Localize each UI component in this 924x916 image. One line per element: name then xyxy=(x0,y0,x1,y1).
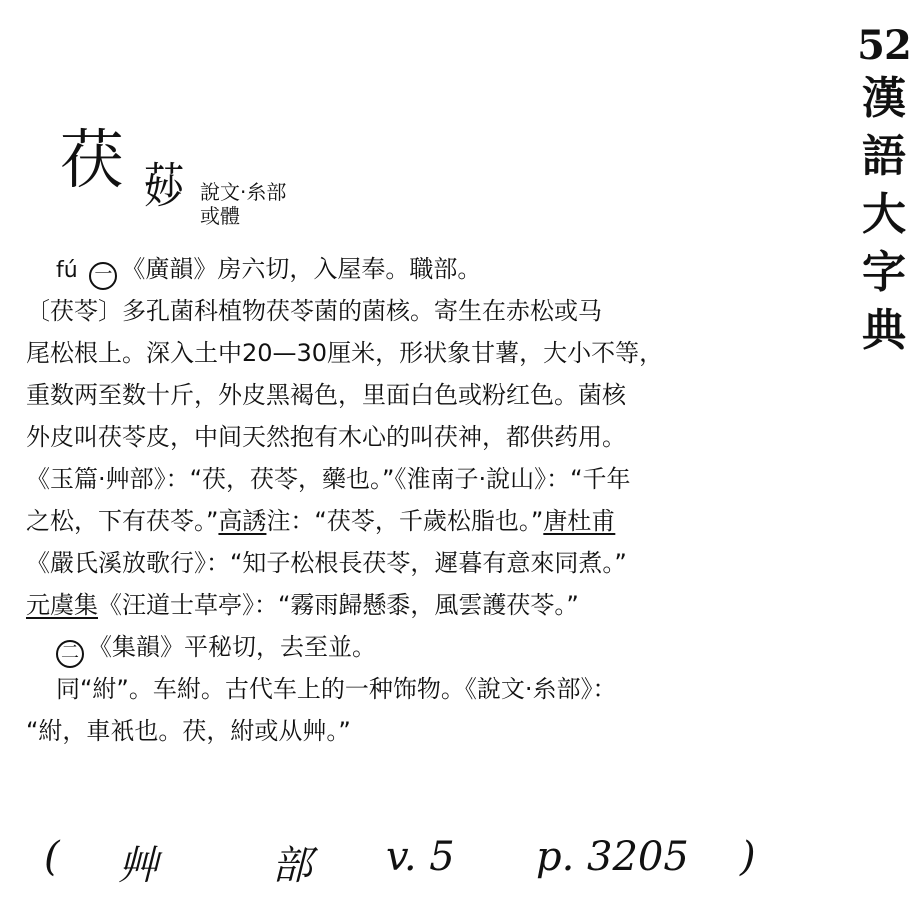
entry-body xyxy=(26,248,826,752)
source-note-line: 或體 xyxy=(200,204,240,228)
handwritten-citation xyxy=(40,834,800,894)
text-segment: 《汪道士草亭》：“霧雨歸懸黍，風雲護茯苓。” xyxy=(98,591,579,619)
pinyin: fú xyxy=(56,258,78,283)
source-note-line: 說文·糸部 xyxy=(200,180,287,204)
author-name: 元虞集 xyxy=(26,591,98,619)
sense-marker-1: 一 xyxy=(89,262,117,290)
text-line: 《嚴氏溪放歌行》：“知子松根長茯苓，遲暮有意來同煮。” xyxy=(26,549,627,577)
entry-headword: 茯 xyxy=(60,124,124,198)
text-line: 重数两至数十斤，外皮黑褐色，里面白色或粉红色。菌核 xyxy=(26,381,626,409)
page-number: 52 xyxy=(857,22,911,69)
pronunciation-line xyxy=(26,248,826,290)
volume-ref: v. 5 xyxy=(386,834,455,880)
radical: 艸 xyxy=(118,843,158,889)
title-char: 大 xyxy=(862,189,906,240)
text-line: 《廣韻》房六切，入屋奉。職部。 xyxy=(121,255,482,283)
text-line: 外皮叫茯苓皮，中间天然抱有木心的叫茯神，都供药用。 xyxy=(26,423,626,451)
title-char: 字 xyxy=(862,247,906,298)
close-paren: ) xyxy=(740,834,756,880)
dictionary-title xyxy=(852,70,916,360)
text-line: “紨，車衹也。茯，紨或从艸。” xyxy=(26,717,351,745)
title-char: 典 xyxy=(862,305,906,356)
text-line: 〔茯苓〕多孔菌科植物茯苓菌的菌核。寄生在赤松或马 xyxy=(26,297,602,325)
sense-marker-2: 二 xyxy=(56,640,84,668)
title-char: 漢 xyxy=(862,73,906,124)
open-paren: ( xyxy=(44,834,60,880)
text-segment: 注：“茯苓，千歲松脂也。” xyxy=(266,507,544,535)
text-line: 《玉篇·艸部》：“茯，茯苓，藥也。”《淮南子·說山》：“千年 xyxy=(26,465,631,493)
bu-char: 部 xyxy=(272,843,312,889)
text-line: 同“紨”。车紨。古代车上的一种饰物。《說文·糸部》： xyxy=(56,675,617,703)
text-line xyxy=(26,584,826,626)
author-name: 高誘 xyxy=(218,507,267,535)
seal-script-glyph: 𦯷 xyxy=(143,158,185,214)
source-note xyxy=(200,180,286,228)
page-ref: p. 3205 xyxy=(536,834,689,880)
sense-2-line xyxy=(26,626,826,668)
text-line xyxy=(26,500,826,542)
title-char: 語 xyxy=(862,131,906,182)
author-name: 唐杜甫 xyxy=(543,507,616,535)
text-segment: 之松，下有茯苓。” xyxy=(26,507,219,535)
text-line: 《集韻》平秘切，去至並。 xyxy=(88,633,376,661)
dictionary-side-label xyxy=(852,22,916,360)
text-line: 尾松根上。深入土中20—30厘米，形状象甘薯，大小不等， xyxy=(26,339,664,367)
